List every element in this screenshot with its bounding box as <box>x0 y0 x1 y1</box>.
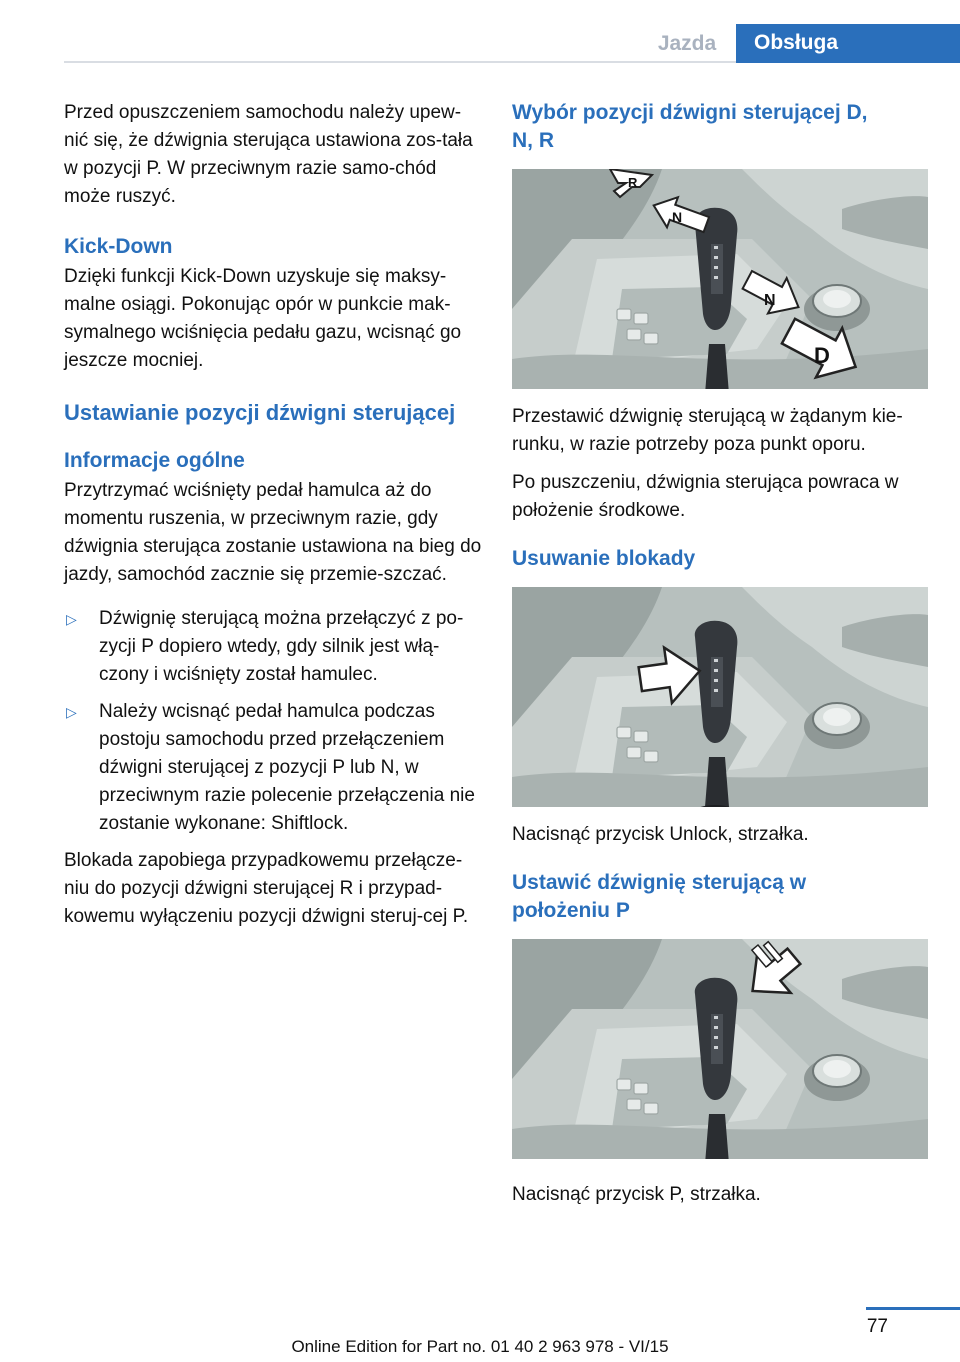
shiftlock-paragraph: Blokada zapobiega przypadkowemu przełącze‐niu do pozycji dźwigni sterującej R i przypad‐kowemu wyłączeniu pozycji dźwigni steruj‐cej P. <box>64 850 469 927</box>
figure-unlock-button <box>512 587 928 807</box>
list-item <box>64 605 484 689</box>
label-n-up: N <box>672 209 683 225</box>
triangle-bullet-icon: ▷ <box>66 611 77 627</box>
list-item-text: Dźwignię sterującą można przełączyć z po‐zycji P dopiero wtedy, gdy silnik jest włą‐czony i wciśnięty został hamulec. <box>99 608 464 685</box>
label-d: D <box>814 343 830 368</box>
park-heading: Ustawić dźwignię sterującą w położeniu P <box>512 871 807 922</box>
park-paragraph: Nacisnąć przycisk P, strzałka. <box>512 1184 761 1205</box>
page-number: 77 <box>866 1316 888 1337</box>
right-column <box>512 99 928 1225</box>
footer-rule <box>866 1307 960 1310</box>
dnr-paragraph-1: Przestawić dźwignię sterującą w żądanym kie‐runku, w razie potrzeby poza punkt oporu. <box>512 406 903 455</box>
requirements-list <box>64 605 484 838</box>
list-item-text: Należy wcisnąć pedał hamulca podczas postoju samochodu przed przełączeniem dźwigni sterującej z pozycji P lub N, w przeciwnym razie polecenie przełączenia nie zostanie wykonane: Shiftlock. <box>99 701 475 834</box>
setting-heading: Ustawianie pozycji dźwigni sterującej <box>64 400 456 425</box>
unlock-paragraph: Nacisnąć przycisk Unlock, strzałka. <box>512 824 809 845</box>
figure-park-button <box>512 939 928 1159</box>
intro-paragraph: Przed opuszczeniem samochodu należy upew‐nić się, że dźwignia sterująca ustawiona zos‐tała w pozycji P. W przeciwnym razie samo‐chód może ruszyć. <box>64 102 473 207</box>
edition-footer: Online Edition for Part no. 01 40 2 963 978 - VI/15 <box>291 1337 669 1356</box>
list-item <box>64 698 484 838</box>
figure-dnr-selector <box>512 169 928 389</box>
left-column <box>64 99 484 947</box>
kickdown-paragraph: Dzięki funkcji Kick-Down uzyskuje się maksy‐malne osiągi. Pokonując opór w punkcie mak‐symalnego wciśnięcia pedału gazu, wcisnąć go jeszcze mocniej. <box>64 266 462 371</box>
triangle-bullet-icon: ▷ <box>66 704 77 720</box>
unlock-heading: Usuwanie blokady <box>512 547 696 570</box>
tab-jazda[interactable]: Jazda <box>657 32 717 55</box>
general-paragraph: Przytrzymać wciśnięty pedał hamulca aż do momentu ruszenia, w przeciwnym razie, gdy dźwignia sterująca zostanie ustawiona na bieg do jazdy, samochód zacznie się przemie‐szczać. <box>64 480 482 585</box>
label-r: R <box>628 175 638 190</box>
kickdown-heading: Kick-Down <box>64 235 173 258</box>
general-heading: Informacje ogólne <box>64 449 245 472</box>
label-n-down: N <box>764 292 776 309</box>
dnr-heading: Wybór pozycji dźwigni sterującej D, N, R <box>512 101 868 152</box>
dnr-paragraph-2: Po puszczeniu, dźwignia sterująca powraca w położenie środkowe. <box>512 472 899 521</box>
tab-obsluga[interactable]: Obsługa <box>736 24 960 63</box>
